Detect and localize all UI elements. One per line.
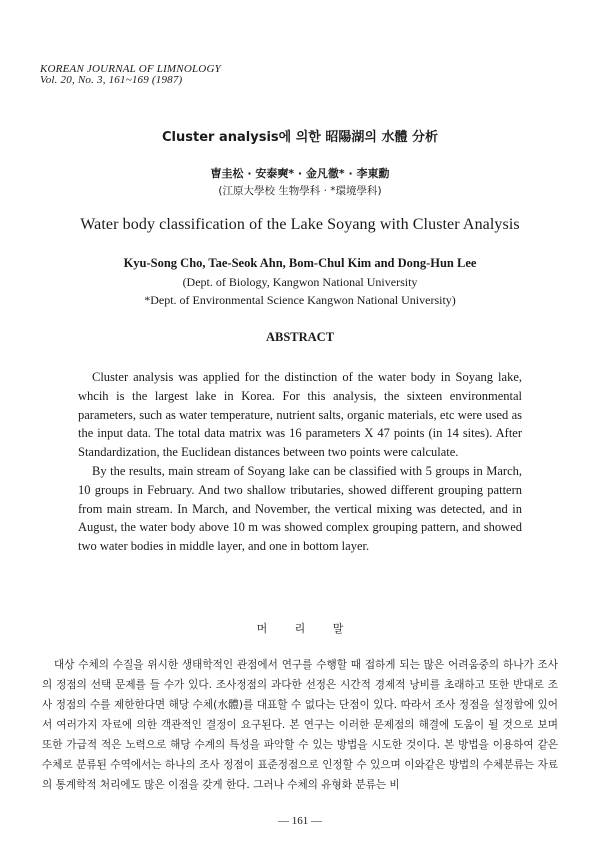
page-number: — 161 — [278, 815, 322, 827]
journal-header [40, 64, 221, 86]
abstract-heading: ABSTRACT [265, 330, 335, 344]
abstract-body [78, 368, 522, 556]
section-heading-introduction: 머 리 말 [256, 622, 356, 635]
affiliation-korean: (江原大學校 生物學科 · *環境學科) [218, 185, 382, 197]
title-english: Water body classification of the Lake Soyang with Cluster Analysis [80, 216, 520, 233]
title-korean: Cluster analysis에 의한 昭陽湖의 水體 分析 [162, 130, 438, 145]
authors-english: Kyu-Song Cho, Tae-Seok Ahn, Bom-Chul Kim and Dong-Hun Lee [123, 256, 477, 270]
journal-name: KOREAN JOURNAL OF LIMNOLOGY [40, 63, 221, 75]
affiliation-english-1: (Dept. of Biology, Kangwon National University [182, 275, 418, 289]
introduction-paragraph: 대상 수체의 수질을 위시한 생태학적인 관점에서 연구를 수행할 때 접하게 되는 많은 어려움중의 하나가 조사의 정점의 선택 문제를 들 수가 있다. 조사정점의 과다한 선정은 시간적 경제적 낭비를 초래하고 또한 반대로 조사 정점의 수를 제한한다면 해당 수체(水體)를 대표할 수 없다는 단점이 있다. 따라서 조사 정점을 설정함에 있어서 여러가지 자료에 의한 객관적인 결정이 요구된다. 본 연구는 이러한 문제점의 해결에 도움이 될 것으로 보며 또한 가급적 적은 노력으로 해당 수계의 특성을 파악할 수 있는 방법을 시도한 것이다. 본 방법을 이용하여 같은 수체로 분류된 수역에서는 하나의 조사 정점이 표준정점으로 인정할 수 있으며 이와같은 방법의 수체분류는 자료의 통계학적 처리에도 많은 이점을 갖게 한다. 그러나 수체의 유형화 분류는 비 [42, 659, 558, 791]
affiliation-english-2: *Dept. of Environmental Science Kangwon National University) [144, 293, 456, 307]
abstract-paragraph-1: Cluster analysis was applied for the distinction of the water body in Soyang lake, whcih is the largest lake in Korea. For this analysis, the sixteen environmental parameters, such as water temperature, nutrient salts, organic materials, etc were used as the input data. The total data matrix was 16 parameters X 47 points (in 14 sites). After Standardization, the Euclidean distances between two points were calculate. [78, 370, 522, 460]
introduction-body [42, 655, 558, 795]
journal-issue: Vol. 20, No. 3, 161~169 (1987) [40, 74, 183, 86]
authors-korean: 曺圭松 · 安泰奭* · 金凡徹* · 李東勳 [210, 167, 390, 180]
abstract-paragraph-2: By the results, main stream of Soyang lake can be classified with 5 groups in March, 10 groups in February. And two shallow tributaries, showed different grouping pattern from main stream. In March, and November, the vertical mixing was detected, and in August, the water body above 10 m was showed complex grouping pattern, and showed two water bodies in middle layer, and one in bottom layer. [78, 463, 522, 554]
